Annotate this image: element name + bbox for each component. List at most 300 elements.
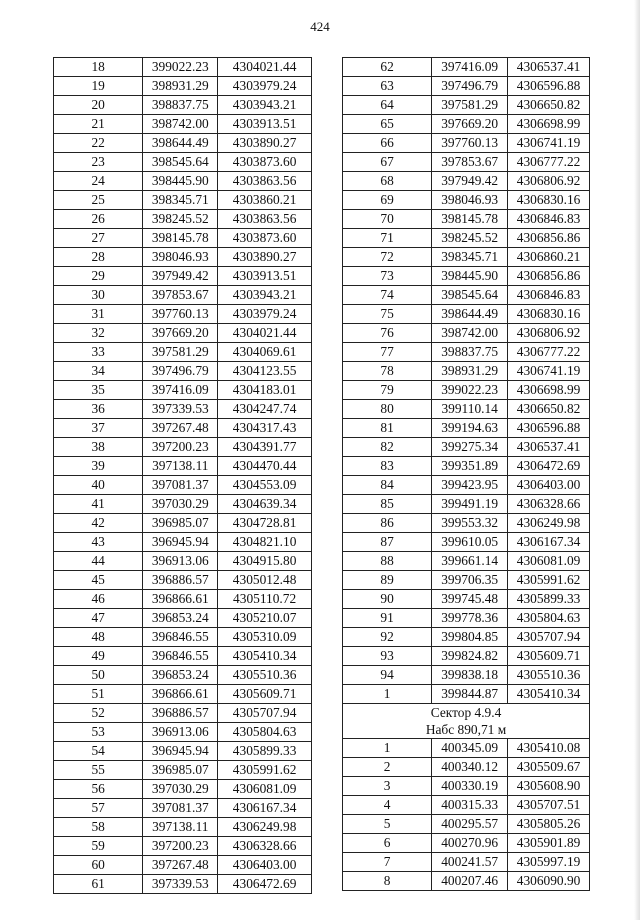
y-coordinate-cell: 4304470.44 (218, 457, 312, 476)
x-coordinate-cell: 399661.14 (432, 552, 508, 571)
x-coordinate-cell: 397138.11 (143, 818, 218, 837)
point-number-cell: 73 (343, 267, 432, 286)
point-number-cell: 69 (343, 191, 432, 210)
point-number-cell: 33 (54, 343, 143, 362)
coordinates-table-left (53, 57, 312, 894)
point-number-cell: 44 (54, 552, 143, 571)
table-row (54, 552, 312, 571)
table-row (343, 647, 590, 666)
table-row (54, 590, 312, 609)
table-row (343, 495, 590, 514)
x-coordinate-cell: 397669.20 (143, 324, 218, 343)
y-coordinate-cell: 4305510.36 (508, 666, 590, 685)
table-row (343, 758, 590, 777)
point-number-cell: 55 (54, 761, 143, 780)
point-number-cell: 59 (54, 837, 143, 856)
x-coordinate-cell: 397949.42 (143, 267, 218, 286)
x-coordinate-cell: 399706.35 (432, 571, 508, 590)
x-coordinate-cell: 396853.24 (143, 609, 218, 628)
y-coordinate-cell: 4303860.21 (218, 191, 312, 210)
point-number-cell: 4 (343, 796, 432, 815)
point-number-cell: 50 (54, 666, 143, 685)
x-coordinate-cell: 397760.13 (432, 134, 508, 153)
y-coordinate-cell: 4306806.92 (508, 172, 590, 191)
point-number-cell: 25 (54, 191, 143, 210)
table-row (54, 799, 312, 818)
table-row (343, 286, 590, 305)
point-number-cell: 35 (54, 381, 143, 400)
x-coordinate-cell: 398046.93 (432, 191, 508, 210)
y-coordinate-cell: 4304553.09 (218, 476, 312, 495)
x-coordinate-cell: 396913.06 (143, 552, 218, 571)
x-coordinate-cell: 399022.23 (432, 381, 508, 400)
point-number-cell: 3 (343, 777, 432, 796)
y-coordinate-cell: 4305609.71 (218, 685, 312, 704)
point-number-cell: 54 (54, 742, 143, 761)
table-row (54, 248, 312, 267)
x-coordinate-cell: 397496.79 (143, 362, 218, 381)
table-row (54, 780, 312, 799)
left-table-body (54, 58, 312, 894)
point-number-cell: 80 (343, 400, 432, 419)
y-coordinate-cell: 4306081.09 (218, 780, 312, 799)
table-row (343, 438, 590, 457)
y-coordinate-cell: 4304183.01 (218, 381, 312, 400)
table-row (54, 305, 312, 324)
point-number-cell: 88 (343, 552, 432, 571)
table-row (343, 872, 590, 891)
table-row (343, 666, 590, 685)
table-row (54, 400, 312, 419)
table-row (343, 305, 590, 324)
x-coordinate-cell: 399423.95 (432, 476, 508, 495)
y-coordinate-cell: 4306650.82 (508, 400, 590, 419)
y-coordinate-cell: 4306090.90 (508, 872, 590, 891)
table-row (343, 153, 590, 172)
x-coordinate-cell: 398931.29 (143, 77, 218, 96)
point-number-cell: 27 (54, 229, 143, 248)
x-coordinate-cell: 398145.78 (432, 210, 508, 229)
table-row (54, 153, 312, 172)
point-number-cell: 63 (343, 77, 432, 96)
table-row (343, 134, 590, 153)
x-coordinate-cell: 398837.75 (143, 96, 218, 115)
point-number-cell: 84 (343, 476, 432, 495)
x-coordinate-cell: 396945.94 (143, 533, 218, 552)
x-coordinate-cell: 398644.49 (432, 305, 508, 324)
x-coordinate-cell: 399275.34 (432, 438, 508, 457)
y-coordinate-cell: 4306856.86 (508, 229, 590, 248)
x-coordinate-cell: 397267.48 (143, 856, 218, 875)
y-coordinate-cell: 4305012.48 (218, 571, 312, 590)
point-number-cell: 47 (54, 609, 143, 628)
x-coordinate-cell: 399553.32 (432, 514, 508, 533)
table-row (54, 343, 312, 362)
table-row (54, 419, 312, 438)
y-coordinate-cell: 4303873.60 (218, 153, 312, 172)
y-coordinate-cell: 4306846.83 (508, 210, 590, 229)
point-number-cell: 20 (54, 96, 143, 115)
y-coordinate-cell: 4306650.82 (508, 96, 590, 115)
y-coordinate-cell: 4305805.26 (508, 815, 590, 834)
y-coordinate-cell: 4306741.19 (508, 134, 590, 153)
point-number-cell: 41 (54, 495, 143, 514)
table-row (343, 324, 590, 343)
point-number-cell: 42 (54, 514, 143, 533)
point-number-cell: 85 (343, 495, 432, 514)
x-coordinate-cell: 399844.87 (432, 685, 508, 704)
point-number-cell: 61 (54, 875, 143, 894)
x-coordinate-cell: 400315.33 (432, 796, 508, 815)
x-coordinate-cell: 396913.06 (143, 723, 218, 742)
y-coordinate-cell: 4304021.44 (218, 58, 312, 77)
y-coordinate-cell: 4304021.44 (218, 324, 312, 343)
x-coordinate-cell: 399022.23 (143, 58, 218, 77)
y-coordinate-cell: 4305110.72 (218, 590, 312, 609)
x-coordinate-cell: 397581.29 (432, 96, 508, 115)
table-row (343, 739, 590, 758)
x-coordinate-cell: 400207.46 (432, 872, 508, 891)
table-row (54, 438, 312, 457)
y-coordinate-cell: 4304728.81 (218, 514, 312, 533)
y-coordinate-cell: 4305991.62 (508, 571, 590, 590)
x-coordinate-cell: 397949.42 (432, 172, 508, 191)
point-number-cell: 56 (54, 780, 143, 799)
table-row (54, 856, 312, 875)
x-coordinate-cell: 396846.55 (143, 628, 218, 647)
y-coordinate-cell: 4306167.34 (218, 799, 312, 818)
table-row (343, 777, 590, 796)
y-coordinate-cell: 4306081.09 (508, 552, 590, 571)
y-coordinate-cell: 4305707.94 (218, 704, 312, 723)
point-number-cell: 87 (343, 533, 432, 552)
table-row (54, 533, 312, 552)
section-subtitle: Набс 890,71 м (425, 722, 507, 737)
point-number-cell: 89 (343, 571, 432, 590)
y-coordinate-cell: 4305899.33 (508, 590, 590, 609)
table-row (54, 381, 312, 400)
y-coordinate-cell: 4305991.62 (218, 761, 312, 780)
point-number-cell: 68 (343, 172, 432, 191)
y-coordinate-cell: 4306596.88 (508, 77, 590, 96)
point-number-cell: 18 (54, 58, 143, 77)
point-number-cell: 60 (54, 856, 143, 875)
y-coordinate-cell: 4303890.27 (218, 248, 312, 267)
x-coordinate-cell: 397853.67 (143, 286, 218, 305)
table-row (54, 324, 312, 343)
page-number: 424 (310, 19, 330, 34)
x-coordinate-cell: 396945.94 (143, 742, 218, 761)
x-coordinate-cell: 399491.19 (432, 495, 508, 514)
point-number-cell: 48 (54, 628, 143, 647)
point-number-cell: 1 (343, 739, 432, 758)
table-row (343, 590, 590, 609)
point-number-cell: 37 (54, 419, 143, 438)
y-coordinate-cell: 4306830.16 (508, 191, 590, 210)
table-row (54, 210, 312, 229)
x-coordinate-cell: 396886.57 (143, 571, 218, 590)
right-table-body-top (343, 58, 590, 704)
table-row (54, 267, 312, 286)
table-row (54, 875, 312, 894)
table-row (54, 647, 312, 666)
point-number-cell: 31 (54, 305, 143, 324)
table-row (343, 77, 590, 96)
x-coordinate-cell: 399110.14 (432, 400, 508, 419)
y-coordinate-cell: 4306328.66 (218, 837, 312, 856)
y-coordinate-cell: 4306806.92 (508, 324, 590, 343)
y-coordinate-cell: 4305997.19 (508, 853, 590, 872)
table-row (54, 571, 312, 590)
x-coordinate-cell: 396886.57 (143, 704, 218, 723)
y-coordinate-cell: 4306472.69 (508, 457, 590, 476)
x-coordinate-cell: 396985.07 (143, 761, 218, 780)
point-number-cell: 58 (54, 818, 143, 837)
x-coordinate-cell: 397416.09 (143, 381, 218, 400)
y-coordinate-cell: 4304069.61 (218, 343, 312, 362)
point-number-cell: 46 (54, 590, 143, 609)
x-coordinate-cell: 398644.49 (143, 134, 218, 153)
table-row (343, 628, 590, 647)
table-row (343, 115, 590, 134)
y-coordinate-cell: 4304123.55 (218, 362, 312, 381)
point-number-cell: 70 (343, 210, 432, 229)
x-coordinate-cell: 399778.36 (432, 609, 508, 628)
table-row (54, 761, 312, 780)
point-number-cell: 2 (343, 758, 432, 777)
point-number-cell: 39 (54, 457, 143, 476)
x-coordinate-cell: 399610.05 (432, 533, 508, 552)
point-number-cell: 57 (54, 799, 143, 818)
x-coordinate-cell: 397030.29 (143, 495, 218, 514)
x-coordinate-cell: 398545.64 (432, 286, 508, 305)
x-coordinate-cell: 398046.93 (143, 248, 218, 267)
table-row (343, 796, 590, 815)
point-number-cell: 77 (343, 343, 432, 362)
x-coordinate-cell: 398245.52 (143, 210, 218, 229)
y-coordinate-cell: 4305608.90 (508, 777, 590, 796)
coordinates-table-right (342, 57, 590, 891)
point-number-cell: 53 (54, 723, 143, 742)
x-coordinate-cell: 399745.48 (432, 590, 508, 609)
table-row (54, 96, 312, 115)
point-number-cell: 23 (54, 153, 143, 172)
point-number-cell: 90 (343, 590, 432, 609)
x-coordinate-cell: 398345.71 (432, 248, 508, 267)
x-coordinate-cell: 398245.52 (432, 229, 508, 248)
y-coordinate-cell: 4306328.66 (508, 495, 590, 514)
y-coordinate-cell: 4306777.22 (508, 153, 590, 172)
point-number-cell: 1 (343, 685, 432, 704)
table-row (54, 514, 312, 533)
x-coordinate-cell: 397339.53 (143, 875, 218, 894)
x-coordinate-cell: 400241.57 (432, 853, 508, 872)
point-number-cell: 6 (343, 834, 432, 853)
table-row (54, 666, 312, 685)
y-coordinate-cell: 4305310.09 (218, 628, 312, 647)
point-number-cell: 79 (343, 381, 432, 400)
y-coordinate-cell: 4306741.19 (508, 362, 590, 381)
point-number-cell: 65 (343, 115, 432, 134)
x-coordinate-cell: 397581.29 (143, 343, 218, 362)
y-coordinate-cell: 4304391.77 (218, 438, 312, 457)
x-coordinate-cell: 397138.11 (143, 457, 218, 476)
table-row (54, 229, 312, 248)
y-coordinate-cell: 4304821.10 (218, 533, 312, 552)
x-coordinate-cell: 397081.37 (143, 476, 218, 495)
point-number-cell: 86 (343, 514, 432, 533)
y-coordinate-cell: 4306472.69 (218, 875, 312, 894)
right-table-body-bottom (343, 739, 590, 891)
x-coordinate-cell: 400270.96 (432, 834, 508, 853)
y-coordinate-cell: 4305707.94 (508, 628, 590, 647)
point-number-cell: 38 (54, 438, 143, 457)
point-number-cell: 64 (343, 96, 432, 115)
y-coordinate-cell: 4306856.86 (508, 267, 590, 286)
point-number-cell: 51 (54, 685, 143, 704)
section-header-row (343, 704, 590, 739)
table-row (54, 362, 312, 381)
point-number-cell: 36 (54, 400, 143, 419)
x-coordinate-cell: 397081.37 (143, 799, 218, 818)
scan-edge-shadow (634, 0, 640, 920)
section-title: Сектор 4.9.4 (430, 705, 502, 720)
y-coordinate-cell: 4306167.34 (508, 533, 590, 552)
y-coordinate-cell: 4305804.63 (218, 723, 312, 742)
x-coordinate-cell: 398931.29 (432, 362, 508, 381)
table-row (343, 267, 590, 286)
table-row (343, 834, 590, 853)
y-coordinate-cell: 4305510.36 (218, 666, 312, 685)
table-row (54, 628, 312, 647)
table-row (343, 343, 590, 362)
point-number-cell: 34 (54, 362, 143, 381)
section-header-group (343, 704, 590, 739)
x-coordinate-cell: 398742.00 (143, 115, 218, 134)
y-coordinate-cell: 4306537.41 (508, 58, 590, 77)
x-coordinate-cell: 398445.90 (143, 172, 218, 191)
point-number-cell: 52 (54, 704, 143, 723)
table-row (343, 381, 590, 400)
table-row (343, 362, 590, 381)
y-coordinate-cell: 4303943.21 (218, 286, 312, 305)
point-number-cell: 21 (54, 115, 143, 134)
x-coordinate-cell: 397267.48 (143, 419, 218, 438)
point-number-cell: 30 (54, 286, 143, 305)
point-number-cell: 32 (54, 324, 143, 343)
x-coordinate-cell: 397760.13 (143, 305, 218, 324)
x-coordinate-cell: 400345.09 (432, 739, 508, 758)
table-row (54, 495, 312, 514)
table-row (343, 210, 590, 229)
table-row (343, 533, 590, 552)
x-coordinate-cell: 397853.67 (432, 153, 508, 172)
y-coordinate-cell: 4306249.98 (508, 514, 590, 533)
point-number-cell: 24 (54, 172, 143, 191)
y-coordinate-cell: 4306596.88 (508, 419, 590, 438)
y-coordinate-cell: 4306777.22 (508, 343, 590, 362)
point-number-cell: 29 (54, 267, 143, 286)
table-row (54, 134, 312, 153)
point-number-cell: 92 (343, 628, 432, 647)
table-row (343, 172, 590, 191)
y-coordinate-cell: 4303873.60 (218, 229, 312, 248)
x-coordinate-cell: 396853.24 (143, 666, 218, 685)
x-coordinate-cell: 398545.64 (143, 153, 218, 172)
x-coordinate-cell: 399351.89 (432, 457, 508, 476)
table-row (343, 853, 590, 872)
y-coordinate-cell: 4306249.98 (218, 818, 312, 837)
x-coordinate-cell: 398445.90 (432, 267, 508, 286)
point-number-cell: 22 (54, 134, 143, 153)
y-coordinate-cell: 4303979.24 (218, 305, 312, 324)
point-number-cell: 83 (343, 457, 432, 476)
table-row (54, 704, 312, 723)
table-row (54, 742, 312, 761)
table-row (343, 400, 590, 419)
point-number-cell: 19 (54, 77, 143, 96)
y-coordinate-cell: 4306830.16 (508, 305, 590, 324)
y-coordinate-cell: 4303863.56 (218, 172, 312, 191)
y-coordinate-cell: 4306846.83 (508, 286, 590, 305)
point-number-cell: 81 (343, 419, 432, 438)
table-row (54, 457, 312, 476)
x-coordinate-cell: 399804.85 (432, 628, 508, 647)
section-header (343, 704, 590, 739)
point-number-cell: 82 (343, 438, 432, 457)
table-row (54, 58, 312, 77)
table-row (343, 815, 590, 834)
y-coordinate-cell: 4303913.51 (218, 267, 312, 286)
x-coordinate-cell: 397200.23 (143, 837, 218, 856)
table-row (54, 685, 312, 704)
table-row (54, 723, 312, 742)
table-row (343, 609, 590, 628)
y-coordinate-cell: 4304915.80 (218, 552, 312, 571)
table-row (343, 229, 590, 248)
point-number-cell: 7 (343, 853, 432, 872)
table-row (343, 457, 590, 476)
point-number-cell: 94 (343, 666, 432, 685)
y-coordinate-cell: 4306860.21 (508, 248, 590, 267)
point-number-cell: 78 (343, 362, 432, 381)
point-number-cell: 72 (343, 248, 432, 267)
point-number-cell: 49 (54, 647, 143, 666)
table-row (54, 476, 312, 495)
table-row (343, 476, 590, 495)
x-coordinate-cell: 397030.29 (143, 780, 218, 799)
x-coordinate-cell: 396866.61 (143, 685, 218, 704)
x-coordinate-cell: 397416.09 (432, 58, 508, 77)
x-coordinate-cell: 397200.23 (143, 438, 218, 457)
y-coordinate-cell: 4305410.34 (218, 647, 312, 666)
x-coordinate-cell: 397496.79 (432, 77, 508, 96)
y-coordinate-cell: 4303943.21 (218, 96, 312, 115)
table-row (343, 514, 590, 533)
table-row (343, 571, 590, 590)
x-coordinate-cell: 399838.18 (432, 666, 508, 685)
y-coordinate-cell: 4305410.34 (508, 685, 590, 704)
point-number-cell: 8 (343, 872, 432, 891)
table-row (343, 552, 590, 571)
table-row (343, 58, 590, 77)
table-row (54, 818, 312, 837)
y-coordinate-cell: 4305609.71 (508, 647, 590, 666)
table-row (54, 609, 312, 628)
table-row (343, 419, 590, 438)
table-row (54, 115, 312, 134)
point-number-cell: 75 (343, 305, 432, 324)
